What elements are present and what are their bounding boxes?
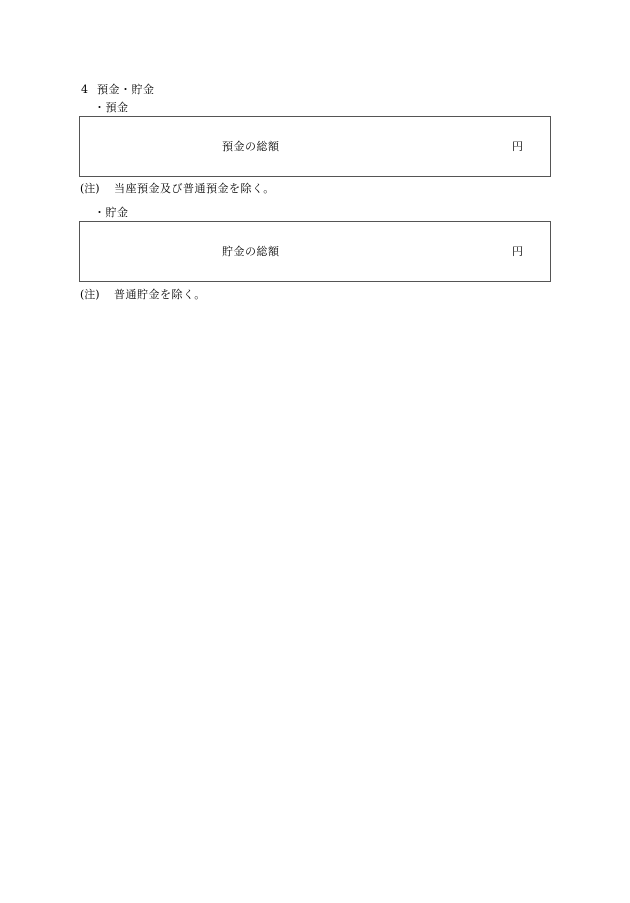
savings-total-label: 貯金の総額	[222, 245, 280, 258]
savings-unit-label: 円	[512, 245, 523, 258]
section-title: 預金・貯金	[97, 83, 155, 96]
deposits-total-box	[79, 116, 551, 177]
savings-note-prefix: (注)	[80, 288, 100, 301]
deposits-total-label: 預金の総額	[222, 140, 280, 153]
savings-subheading: ・貯金	[94, 206, 129, 219]
deposits-note-text: 当座預金及び普通預金を除く。	[114, 182, 275, 195]
deposits-note-prefix: (注)	[80, 182, 100, 195]
deposits-unit-label: 円	[512, 140, 523, 153]
savings-note-text: 普通貯金を除く。	[114, 288, 206, 301]
savings-total-box	[79, 221, 551, 282]
deposits-subheading: ・預金	[94, 101, 129, 114]
section-number: 4	[81, 83, 88, 96]
